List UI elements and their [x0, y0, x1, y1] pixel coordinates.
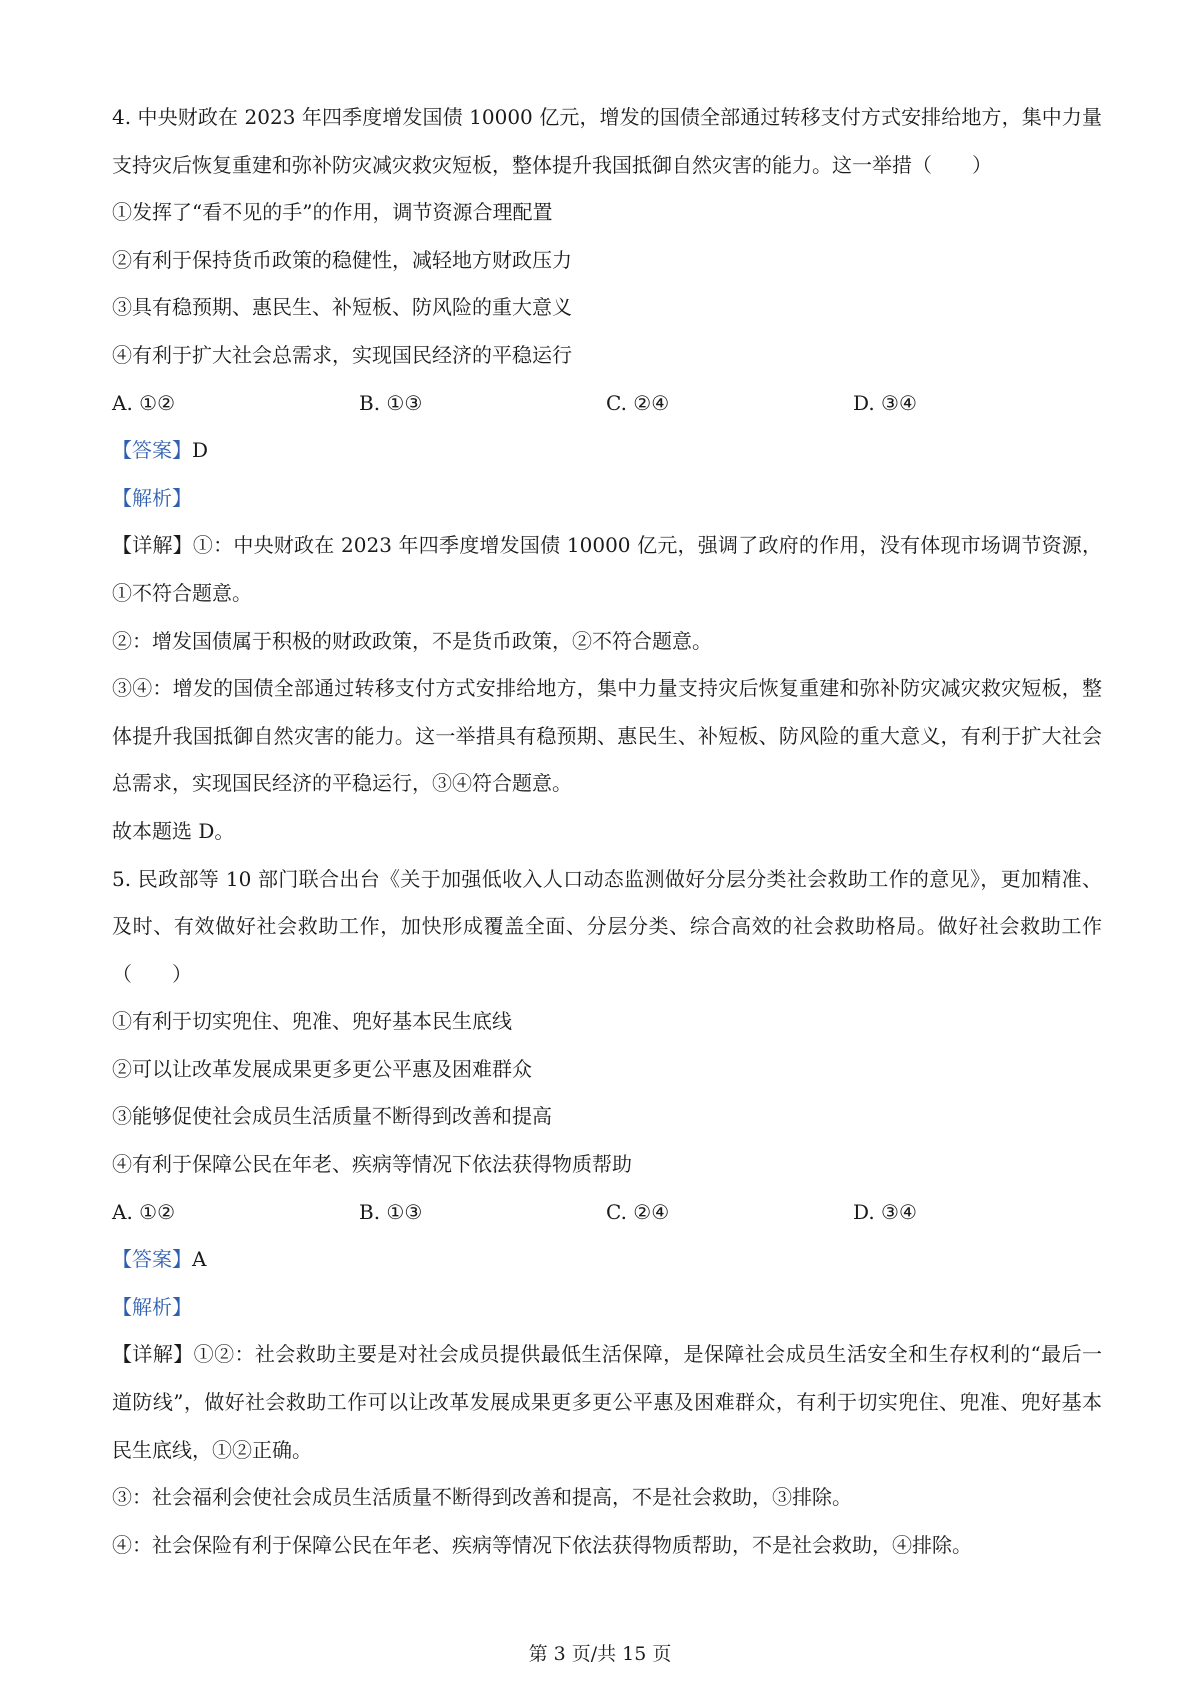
- q5-detail-2: ③：社会福利会使社会成员生活质量不断得到改善和提高，不是社会救助，③排除。: [112, 1485, 852, 1510]
- q4-answer-tag: 【答案】: [112, 438, 192, 463]
- q4-detail-1: [112, 522, 1102, 617]
- page-content: [112, 94, 1102, 1569]
- q5-answer: [112, 1236, 1102, 1284]
- q5-stem: 5. 民政部等 10 部门联合出台《关于加强低收入人口动态监测做好分层分类社会救助工作的意见》，更加精准、及时、有效做好社会救助工作，加快形成覆盖全面、分层分类、综合高效的社会救助格局。做好社会救助工作（ ）: [112, 866, 1102, 986]
- q5-option-a: A. ①②: [112, 1199, 176, 1224]
- q5-detail-1-text: ①②：社会救助主要是对社会成员提供最低生活保障，是保障社会成员生活安全和生存权利的“最后一道防线”，做好社会救助工作可以让改革发展成果更多更公平惠及困难群众，有利于切实兜住、兜准、兜好基本民生底线，①②正确。: [112, 1342, 1102, 1462]
- q5-option-d: D. ③④: [853, 1199, 917, 1224]
- q5-analysis-tag: 【解析】: [112, 1294, 192, 1319]
- q4-item-1: ①发挥了“看不见的手”的作用，调节资源合理配置: [112, 200, 553, 225]
- q5-answer-tag: 【答案】: [112, 1247, 192, 1272]
- q4-answer-value: D: [192, 438, 209, 463]
- q4-conclusion: 故本题选 D。: [112, 818, 235, 843]
- q4-answer: [112, 427, 1102, 475]
- q5-option-b: B. ①③: [359, 1199, 423, 1224]
- page-number-footer: 第 3 页/共 15 页: [528, 1643, 672, 1665]
- q4-item-2: ②有利于保持货币政策的稳健性，减轻地方财政压力: [112, 247, 572, 272]
- q4-analysis-tag: 【解析】: [112, 485, 192, 510]
- q5-option-c: C. ②④: [606, 1199, 670, 1224]
- q4-option-a: A. ①②: [112, 390, 176, 415]
- q5-detail-1: [112, 1331, 1102, 1474]
- q5-answer-value: A: [192, 1247, 207, 1272]
- q5-options: [112, 1189, 1102, 1237]
- q4-detail-1-text: ①：中央财政在 2023 年四季度增发国债 10000 亿元，强调了政府的作用，没有体现市场调节资源，①不符合题意。: [112, 533, 1103, 605]
- q4-item-4: ④有利于扩大社会总需求，实现国民经济的平稳运行: [112, 342, 572, 367]
- q5-item-1: ①有利于切实兜住、兜准、兜好基本民生底线: [112, 1009, 512, 1034]
- q4-option-c: C. ②④: [606, 390, 670, 415]
- q4-option-d: D. ③④: [853, 390, 917, 415]
- q4-option-b: B. ①③: [359, 390, 423, 415]
- q4-stem: 4. 中央财政在 2023 年四季度增发国债 10000 亿元，增发的国债全部通过转移支付方式安排给地方，集中力量支持灾后恢复重建和弥补防灾减灾救灾短板，整体提升我国抵御自然灾害的能力。这一举措（ ）: [112, 105, 1102, 177]
- q4-detail-3: ③④：增发的国债全部通过转移支付方式安排给地方，集中力量支持灾后恢复重建和弥补防灾减灾救灾短板，整体提升我国抵御自然灾害的能力。这一举措具有稳预期、惠民生、补短板、防风险的重大意义，有利于扩大社会总需求，实现国民经济的平稳运行，③④符合题意。: [112, 676, 1102, 796]
- q5-item-2: ②可以让改革发展成果更多更公平惠及困难群众: [112, 1056, 532, 1081]
- q4-analysis: [112, 475, 1102, 523]
- q4-detail-tag: 【详解】: [112, 533, 193, 558]
- q5-detail-3: ④：社会保险有利于保障公民在年老、疾病等情况下依法获得物质帮助，不是社会救助，④排除。: [112, 1532, 972, 1557]
- q5-detail-tag: 【详解】: [112, 1342, 194, 1367]
- q4-detail-2: ②：增发国债属于积极的财政政策，不是货币政策，②不符合题意。: [112, 628, 712, 653]
- q5-analysis: [112, 1284, 1102, 1332]
- q5-item-3: ③能够促使社会成员生活质量不断得到改善和提高: [112, 1104, 552, 1129]
- q5-item-4: ④有利于保障公民在年老、疾病等情况下依法获得物质帮助: [112, 1152, 632, 1177]
- q4-options: [112, 380, 1102, 428]
- q4-item-3: ③具有稳预期、惠民生、补短板、防风险的重大意义: [112, 295, 572, 320]
